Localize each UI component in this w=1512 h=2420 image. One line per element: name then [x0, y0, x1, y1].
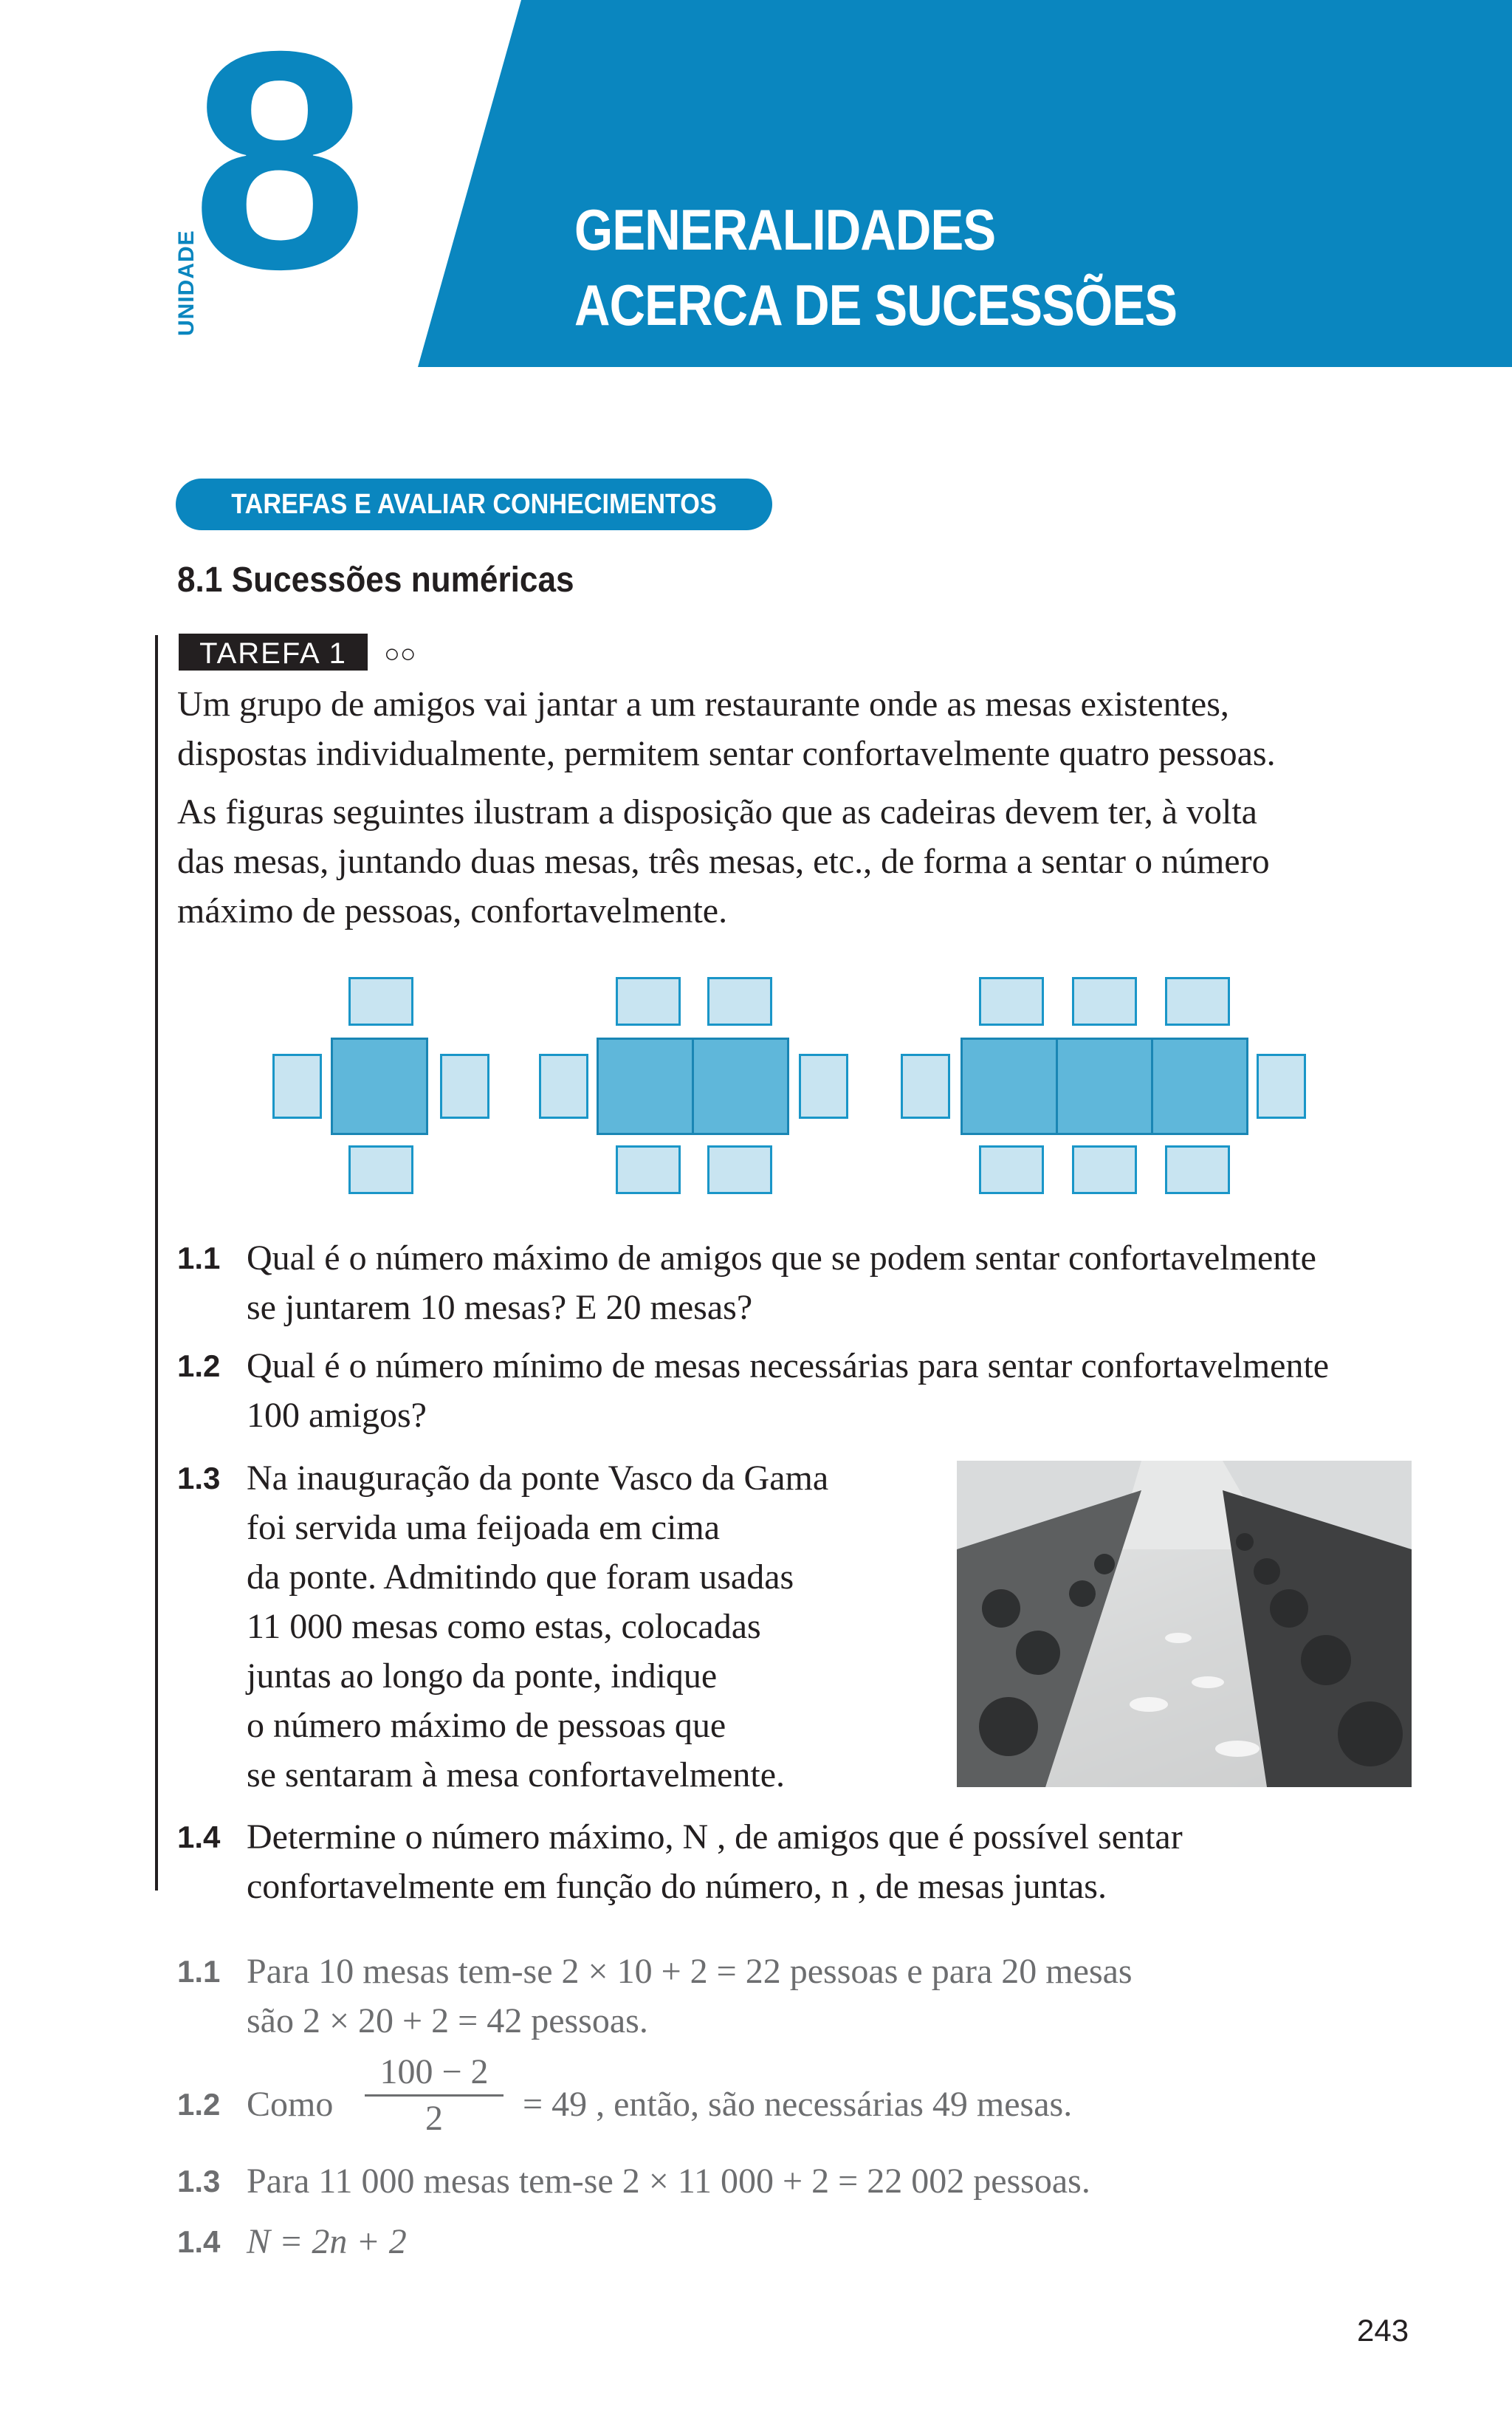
table	[1056, 1038, 1153, 1135]
table	[597, 1038, 694, 1135]
fraction	[360, 2051, 508, 2139]
bridge-banquet-photo	[957, 1461, 1412, 1787]
task-label: TAREFA 1	[199, 637, 347, 670]
question-number: 1.4	[177, 1820, 221, 1854]
chair	[1165, 977, 1230, 1026]
chair	[616, 1145, 681, 1194]
chair	[1072, 1145, 1137, 1194]
chair	[707, 1145, 772, 1194]
chair	[979, 977, 1044, 1026]
unit-number: 8	[191, 0, 368, 334]
question-line: se sentaram à mesa confortavelmente.	[247, 1755, 785, 1795]
chair	[1257, 1054, 1306, 1119]
chair	[272, 1054, 322, 1119]
answer-number: 1.2	[177, 2087, 221, 2122]
section-title: 8.1 Sucessões numéricas	[177, 561, 574, 600]
table	[961, 1038, 1058, 1135]
question-line: da ponte. Admitindo que foram usadas	[247, 1557, 794, 1597]
task-side-rule	[155, 635, 158, 1891]
chair	[539, 1054, 588, 1119]
question-line: juntas ao longo da ponte, indique	[247, 1656, 718, 1696]
question-text	[247, 1233, 1316, 1332]
chapter-title-line-2: ACERCA DE SUCESSÕES	[574, 272, 1178, 337]
answer-prefix: Como	[247, 2085, 334, 2124]
task-label-box	[179, 634, 368, 671]
question-number: 1.3	[177, 1461, 221, 1495]
question-line: Qual é o número máximo de amigos que se podem sentar confortavelmente	[247, 1238, 1316, 1278]
question-line: confortavelmente em função do número, n , de mesas juntas.	[247, 1867, 1107, 1906]
chair	[979, 1145, 1044, 1194]
answer-suffix: = 49 , então, são necessárias 49 mesas.	[523, 2085, 1073, 2124]
task-intro	[177, 679, 1276, 778]
table	[331, 1038, 428, 1135]
question-text	[247, 1341, 1329, 1440]
answer-text: N = 2n + 2	[247, 2222, 407, 2261]
answer-line: Para 10 mesas tem-se 2 × 10 + 2 = 22 pessoas e para 20 mesas	[247, 1952, 1133, 1991]
question-text	[247, 1453, 828, 1800]
chair	[348, 977, 413, 1026]
intro-line: Um grupo de amigos vai jantar a um restaurante onde as mesas existentes,	[177, 685, 1229, 724]
page-number: 243	[1357, 2313, 1409, 2348]
figure-desc-line: As figuras seguintes ilustram a disposição que as cadeiras devem ter, à volta	[177, 792, 1257, 832]
table	[1151, 1038, 1248, 1135]
answer-line: são 2 × 20 + 2 = 42 pessoas.	[247, 2001, 648, 2040]
figure-desc-line: das mesas, juntando duas mesas, três mesas, etc., de forma a sentar o número	[177, 842, 1270, 881]
answer-text	[247, 1947, 1133, 2046]
unit-label: UNIDADE	[174, 230, 199, 336]
question-line: 11 000 mesas como estas, colocadas	[247, 1607, 761, 1646]
section-pill	[176, 479, 772, 530]
question-number: 1.1	[177, 1241, 221, 1275]
question-line: Determine o número máximo, N , de amigos que é possível sentar	[247, 1817, 1183, 1857]
difficulty-indicator: ○○	[384, 639, 416, 668]
fraction-numerator: 100 − 2	[379, 2052, 489, 2091]
chair	[799, 1054, 848, 1119]
answer-text: Para 11 000 mesas tem-se 2 × 11 000 + 2 = 22 002 pessoas.	[247, 2162, 1090, 2201]
chair	[707, 977, 772, 1026]
answer-number: 1.3	[177, 2164, 221, 2198]
question-line: Qual é o número mínimo de mesas necessárias para sentar confortavelmente	[247, 1346, 1330, 1385]
question-line: Na inauguração da ponte Vasco da Gama	[247, 1458, 829, 1498]
fraction-denominator: 2	[425, 2099, 443, 2138]
figure-desc-line: máximo de pessoas, confortavelmente.	[177, 891, 728, 930]
section-pill-label: TAREFAS E AVALIAR CONHECIMENTOS	[231, 489, 717, 520]
question-text	[247, 1812, 1183, 1911]
question-line: o número máximo de pessoas que	[247, 1706, 726, 1745]
question-line: se juntarem 10 mesas? E 20 mesas?	[247, 1288, 753, 1327]
table	[692, 1038, 789, 1135]
chair	[1072, 977, 1137, 1026]
chair	[348, 1145, 413, 1194]
intro-line: dispostas individualmente, permitem sentar confortavelmente quatro pessoas.	[177, 734, 1276, 773]
question-line: foi servida uma feijoada em cima	[247, 1508, 721, 1547]
chapter-title-line-1: GENERALIDADES	[574, 197, 996, 262]
chair	[1165, 1145, 1230, 1194]
question-number: 1.2	[177, 1348, 221, 1383]
chair	[901, 1054, 950, 1119]
question-line: 100 amigos?	[247, 1396, 427, 1435]
answer-number: 1.1	[177, 1954, 221, 1989]
task-figure-description	[177, 787, 1270, 936]
fraction-bar	[365, 2094, 504, 2097]
chair	[440, 1054, 489, 1119]
answer-number: 1.4	[177, 2224, 221, 2259]
chair	[616, 977, 681, 1026]
